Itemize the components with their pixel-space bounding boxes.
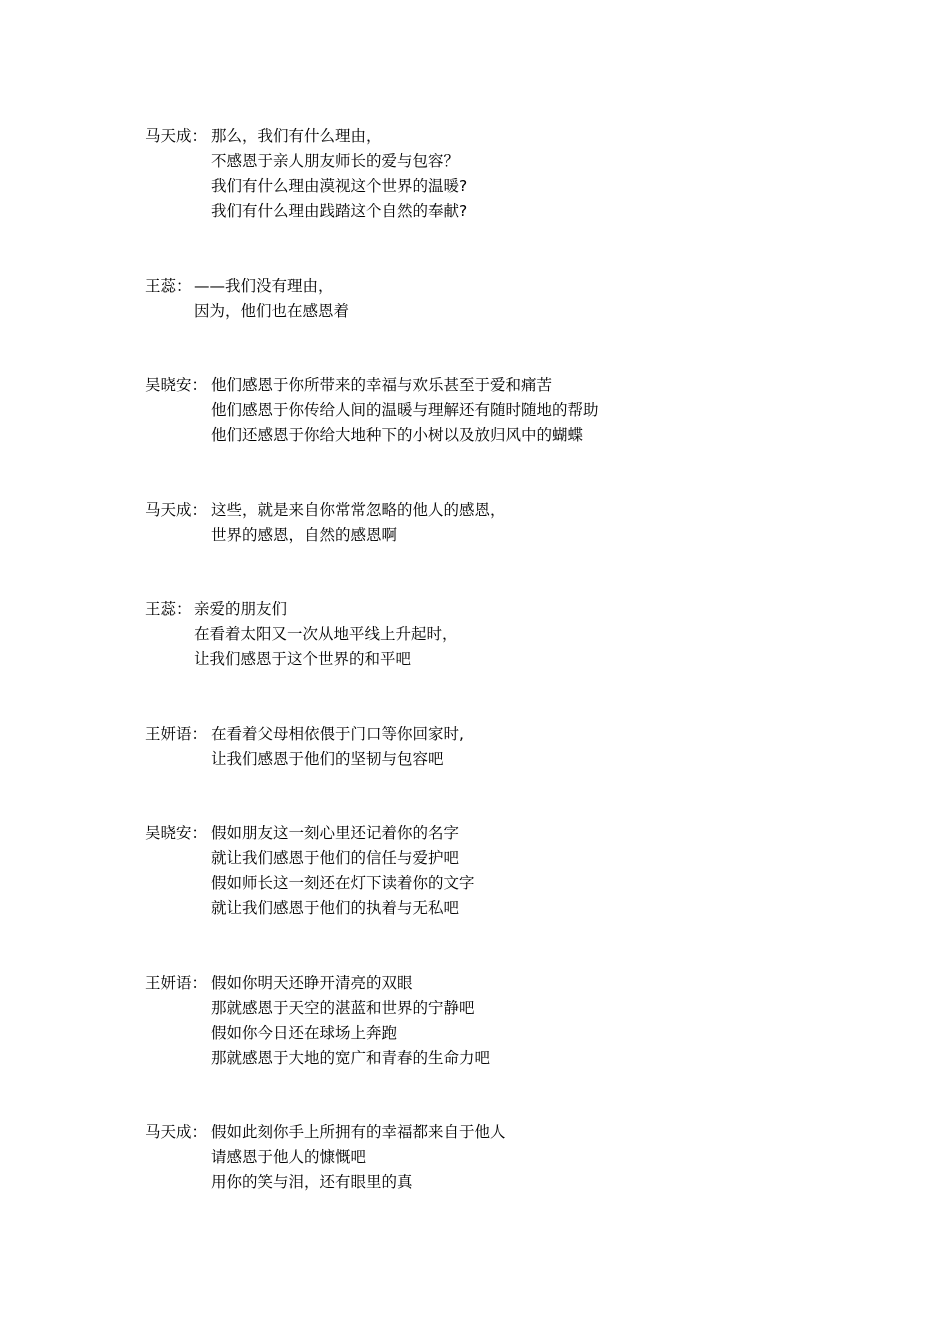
dialogue-text: 这些，就是来自你常常忽略的他人的感恩， xyxy=(211,501,506,519)
dialogue-text: 假如师长这一刻还在灯下读着你的文字 xyxy=(211,874,475,892)
dialogue-line xyxy=(145,1120,885,1145)
dialogue-text: 不感恩于亲人朋友师长的爱与包容？ xyxy=(211,152,460,170)
speaker-name: 王蕊： xyxy=(145,277,192,295)
dialogue-text: 我们有什么理由漠视这个世界的温暖? xyxy=(211,177,468,195)
dialogue-text: 他们感恩于你传给人间的温暖与理解还有随时随地的帮助 xyxy=(211,401,599,419)
dialogue-block xyxy=(145,821,885,921)
dialogue-text: 假如你明天还睁开清亮的双眼 xyxy=(211,974,413,992)
dialogue-block xyxy=(145,124,885,224)
dialogue-block xyxy=(145,498,885,548)
dialogue-line xyxy=(145,971,885,996)
speaker-name: 王妍语： xyxy=(145,974,208,992)
dialogue-block xyxy=(145,373,885,448)
dialogue-text: 就让我们感恩于他们的执着与无私吧 xyxy=(211,899,460,917)
speaker-name: 马天成： xyxy=(145,501,208,519)
dialogue-text: 在看着太阳又一次从地平线上升起时， xyxy=(194,625,458,643)
dialogue-block xyxy=(145,597,885,672)
dialogue-text: 让我们感恩于他们的坚韧与包容吧 xyxy=(211,750,444,768)
dialogue-line xyxy=(145,722,885,747)
dialogue-line xyxy=(145,597,885,622)
dialogue-text: 因为，他们也在感恩着 xyxy=(194,302,350,320)
dialogue-text: 那就感恩于大地的宽广和青春的生命力吧 xyxy=(211,1049,491,1067)
dialogue-block xyxy=(145,274,885,324)
dialogue-block xyxy=(145,1120,885,1195)
dialogue-text: 我们有什么理由践踏这个自然的奉献? xyxy=(211,202,468,220)
dialogue-text: 请感恩于他人的慷慨吧 xyxy=(211,1148,367,1166)
dialogue-line xyxy=(145,124,885,149)
dialogue-text: 他们感恩于你所带来的幸福与欢乐甚至于爱和痛苦 xyxy=(211,376,553,394)
dialogue-text: 在看着父母相依偎于门口等你回家时, xyxy=(211,725,464,743)
dialogue-text: 他们还感恩于你给大地种下的小树以及放归风中的蝴蝶 xyxy=(211,426,584,444)
speaker-name: 吴晓安： xyxy=(145,376,208,394)
dialogue-text: 假如此刻你手上所拥有的幸福都来自于他人 xyxy=(211,1123,506,1141)
dialogue-block xyxy=(145,722,885,772)
dialogue-line xyxy=(145,274,885,299)
speaker-name: 马天成： xyxy=(145,1123,208,1141)
dialogue-text: 就让我们感恩于他们的信任与爱护吧 xyxy=(211,849,460,867)
dialogue-text: 用你的笑与泪，还有眼里的真 xyxy=(211,1173,413,1191)
dialogue-text: 世界的感恩，自然的感恩啊 xyxy=(211,526,398,544)
dialogue-text: 假如你今日还在球场上奔跑 xyxy=(211,1024,398,1042)
dialogue-text: 让我们感恩于这个世界的和平吧 xyxy=(194,650,412,668)
speaker-name: 王蕊： xyxy=(145,600,192,618)
dialogue-line xyxy=(145,498,885,523)
dialogue-block xyxy=(145,971,885,1071)
dialogue-text: 那么，我们有什么理由， xyxy=(211,127,382,145)
speaker-name: 吴晓安： xyxy=(145,824,208,842)
speaker-name: 马天成： xyxy=(145,127,208,145)
dialogue-text: 假如朋友这一刻心里还记着你的名字 xyxy=(211,824,460,842)
dialogue-text: 那就感恩于天空的湛蓝和世界的宁静吧 xyxy=(211,999,475,1017)
dialogue-text: 亲爱的朋友们 xyxy=(194,600,288,618)
speaker-name: 王妍语： xyxy=(145,725,208,743)
dialogue-line xyxy=(145,373,885,398)
dialogue-line xyxy=(145,821,885,846)
dialogue-text: ——我们没有理由， xyxy=(194,277,334,295)
